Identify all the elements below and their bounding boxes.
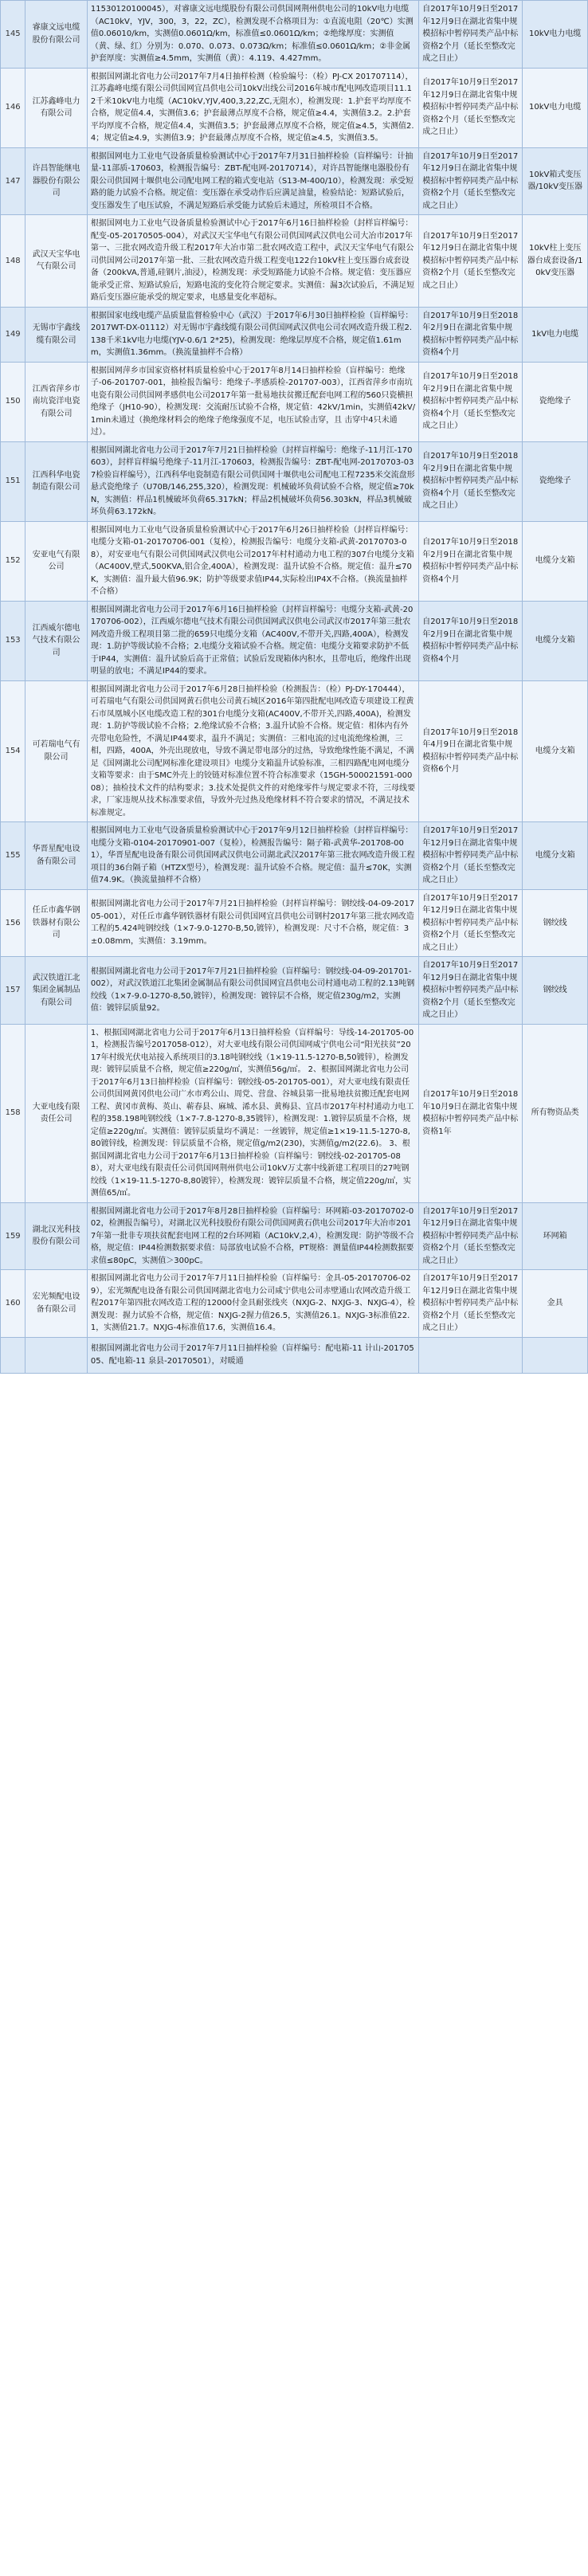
row-number-cell: 154 bbox=[1, 680, 25, 822]
suspension-period-cell: 自2017年10月9日至2017年12月9日在湖北省集中规模招标中暂停同类产品中标资格2个月（延长至整改完成之日止） bbox=[419, 1, 523, 69]
row-number-cell: 157 bbox=[1, 957, 25, 1025]
suspension-period-cell: 自2017年10月9日至2017年12月9日在湖北省集中规模招标中暂停同类产品中标资格2个月（延长至整改完成之日止） bbox=[419, 215, 523, 308]
suspension-period-cell: 自2017年10月9日至2017年12月9日在湖北省集中规模招标中暂停同类产品中标资格2个月（延长至整改完成之日止） bbox=[419, 822, 523, 890]
row-number-cell: 150 bbox=[1, 362, 25, 441]
suspension-period-cell: 自2017年10月9日至2018年2月9日在湖北省集中规模招标中暂停同类产品中标资格4个月（延长至整改完成之日止） bbox=[419, 362, 523, 441]
details-cell: 根据国网湖北省电力公司于2017年7月21日抽样检验（封样盲样编号：绝缘子-11月江-170603），封样盲样编号绝缘子-11月江-170603，检测报告编号：ZBT-配电网-20170703-037检验盲样编号），江西科华电瓷制造有限公司供国网十堰供电公司配电工程7235米交流盘形悬式瓷绝缘子（U70B/146,255,320），检测发现：机械破坏负荷试验不合格，规定值≥70kN，实测值：样品1机械破坏负荷65.317kN；样品2机械破坏负荷56.303kN，样品3机械破坏负荷63.172kN。 bbox=[87, 441, 418, 521]
table-row bbox=[1, 1, 588, 69]
row-number-cell: 147 bbox=[1, 147, 25, 215]
table-row bbox=[1, 1337, 588, 1373]
product-category-cell: 电缆分支箱 bbox=[523, 521, 588, 601]
table-row bbox=[1, 822, 588, 890]
product-category-cell: 环网箱 bbox=[523, 1202, 588, 1270]
company-cell: 华晋星配电设备有限公司 bbox=[25, 822, 88, 890]
product-category-cell: 所有物资品类 bbox=[523, 1024, 588, 1202]
table-row bbox=[1, 68, 588, 147]
company-cell: 宏光频配电设备有限公司 bbox=[25, 1270, 88, 1338]
company-cell: 无锡市宇鑫线缆有限公司 bbox=[25, 307, 88, 362]
row-number-cell: 159 bbox=[1, 1202, 25, 1270]
row-number-cell: 149 bbox=[1, 307, 25, 362]
details-cell: 根据国网湖北省电力公司于2017年6月16日抽样检验（封样盲样编号：电缆分支箱-武黄-20170706-002），江西威尔德电气技术有限公司供国网武汉供电公司武汉市2017年第三批农网改造升级工程项目第二批的659只电缆分支箱（AC400V,不带开关,四路,400A），检测发现：1.防护等级试验不合格；2.电缆分支箱试验不合格。规定值：电缆分支箱要求防护不低于IP44，实测值：温升试验后高于正常值；试验后发现箱体内积水，且带电后，绝缘件出现明显的放电；不满足IP44的要求。 bbox=[87, 601, 418, 680]
details-cell: 根据国网萍乡市国家资格材料质量检验中心于2017年8月14日抽样检验（盲样编号：绝缘子-06-201707-001，抽检报告编号：绝缘子-孝感质检-201707-003），江西省萍乡市南坑电瓷有限公司供国网孝感供电公司2017年第一批易地扶贫搬迁配套电网工程的560只瓷横担绝缘子（JH10-90），检测发现：交流耐压试验不合格，规定值：42kV/1min，实测值42kV/1min未通过（换绝缘材料会的绝缘子绝缘强度不足，电压试验击穿，且 击穿中4只未通过）。 bbox=[87, 362, 418, 441]
details-cell: 根据国网电力工业电气设备质量检验测试中心于2017年7月31日抽样检验（盲样编号：计抽量-11部质-170603，检测报告编号：ZBT-配电网-20170714），对许昌智能继电器股份有限公司供国网十堰供电公司配电网工程的箱式变电站（S13-M-400/10），检测发现：承受短路的能力试验不合格。规定值：变压器在承受动作后应满足油量，检验结论：短路试验后，变压器发生了电压试验，不满足短路后承受能力试验后未通过，所检项目不合格。 bbox=[87, 147, 418, 215]
company-cell: 江西威尔德电气技术有限公司 bbox=[25, 601, 88, 680]
table-row bbox=[1, 215, 588, 308]
suspension-period-cell: 自2017年10月9日至2018年10月9日在湖北省集中规模招标中暂停同类产品中标资格1年 bbox=[419, 1024, 523, 1202]
table-row bbox=[1, 889, 588, 957]
details-cell: 根据国网湖北省电力公司于2017年6月28日抽样检验（检测报告：（检）PJ-DY-170444），可若瑞电气有限公司供国网黄石供电公司黄石城区2016年第四批配电网改造专项建设工程黄石市凤凰城小区电缆改造工程的301台电缆分支箱(AC400V,不带开关,四路,400A)，检测发现：1.防护等级试验不合格；2.绝缘试验不合格；3.温升试验不合格。规定值：相体内有外壳带电危险性，不满足IP44要求，温升不满足；实测值：三相电流的过电流绝缘检测，三相，四路，400A，外壳出现放电，导致不满足带电部分的过热，导致绝缘性能不满足，不满足《国网湖北公司配网标准化建设项目》电缆分支箱温升试验标准，三相四路配电网电缆分支箱等要求：由于SMC外壳上的铰链对标准位置不符合标准要求（15GH-500021591-00008）；抽检技术文件的结构要求；3.技术处提供文件的对绝缘零件与规定要求不符，三母线要求，厂家违规从技术标准要求值，导致外壳过热及绝缘材料不符合要求的情况，不满足技术标准规定。 bbox=[87, 680, 418, 822]
details-cell: 根据国网电力工业电气设备质量检验测试中心于2017年6月26日抽样检验（封样盲样编号：电缆分支箱-01-20170706-001（复检），检测报告编号：电缆分支箱-武黄-20170703-08），对安亚电气有限公司供国网武汉供电公司2017年村村通动力电工程的307台电缆分支箱（AC400V,壁式,500KVA,铝合金,400A），检测发现：温升试验不合格。规定值：温升≤70K，实测值：温升最大值96.9K；防护等级要求值IP44,实际检出IP4X不合格。（换流量抽样不合格） bbox=[87, 521, 418, 601]
company-cell: 安亚电气有限公司 bbox=[25, 521, 88, 601]
product-category-cell: 钢绞线 bbox=[523, 889, 588, 957]
table-row bbox=[1, 1270, 588, 1338]
suspension-period-cell: 自2017年10月9日至2017年12月9日在湖北省集中规模招标中暂停同类产品中标资格2个月（延长至整改完成之日止） bbox=[419, 889, 523, 957]
product-category-cell: 10kV箱式变压器/10kV变压器 bbox=[523, 147, 588, 215]
suspension-period-cell: 自2017年10月9日至2018年2月9日在湖北省集中规模招标中暂停同类产品中标资格4个月（延长至整改完成之日止） bbox=[419, 441, 523, 521]
suspension-period-cell: 自2017年10月9日至2018年2月9日在湖北省集中规模招标中暂停同类产品中标资格4个月 bbox=[419, 307, 523, 362]
details-cell: 11530120100045），对睿康文远电缆股份有限公司供国网荆州供电公司的10kV电力电缆（AC10kV，YJV，300，3，22，ZC），检测发现不合格项目为：①直流电阻（20℃）实测值0.06010/km，实测值0.0601Ω/km，标准值≤0.0601Ω/km；②绝缘厚度：实测值（黄、绿、红）分别为：0.070、0.073、0.073Ω/km；标准值≤0.0601Ω/km；②非金属护套厚度：实测值≥4.5mm，实测值（黄）：4.119、4.427mm。 bbox=[87, 1, 418, 69]
row-number-cell: 151 bbox=[1, 441, 25, 521]
details-cell: 根据国网湖北省电力公司于2017年8月28日抽样检验（盲样编号：环网箱-03-20170702-002，检测报告编号），对湖北汉光科技股份有限公司供国网黄石供电公司2017年大冶市2017年第一批非专项扶贫配套电网工程的2台环网箱（AC10kV,2,4），检测发现：防护等级不合格，规定值：IP44检测数据要求值：局部放电试验不合格，PT规格：测量值IP44检测数据要求值≤80pC，实测值＞300pC。 bbox=[87, 1202, 418, 1270]
table-row bbox=[1, 1202, 588, 1270]
table-row bbox=[1, 147, 588, 215]
row-number-cell: 156 bbox=[1, 889, 25, 957]
product-category-cell: 电缆分支箱 bbox=[523, 680, 588, 822]
table-row bbox=[1, 307, 588, 362]
company-cell bbox=[25, 1337, 88, 1373]
suspension-period-cell: 自2017年10月9日至2017年12月9日在湖北省集中规模招标中暂停同类产品中标资格2个月（延长至整改完成之日止） bbox=[419, 68, 523, 147]
suspension-period-cell: 自2017年10月9日至2017年12月9日在湖北省集中规模招标中暂停同类产品中标资格2个月（延长至整改完成之日止） bbox=[419, 147, 523, 215]
table-row bbox=[1, 362, 588, 441]
suspension-period-cell: 自2017年10月9日至2018年4月9日在湖北省集中规模招标中暂停同类产品中标资格6个月 bbox=[419, 680, 523, 822]
table-row bbox=[1, 441, 588, 521]
suspension-period-cell: 自2017年10月9日至2017年12月9日在湖北省集中规模招标中暂停同类产品中标资格2个月（延长至整改完成之日止） bbox=[419, 957, 523, 1025]
row-number-cell: 158 bbox=[1, 1024, 25, 1202]
row-number-cell bbox=[1, 1337, 25, 1373]
details-cell: 根据国网湖北省电力公司于2017年7月11日抽样检验（盲样编号：配电箱-11 计山-20170505、配电箱-11 泉县-20170501），对暖通 bbox=[87, 1337, 418, 1373]
product-category-cell: 钢绞线 bbox=[523, 957, 588, 1025]
details-cell: 根据国网电力工业电气设备质量检验测试中心于2017年6月16日抽样检验（封样盲样编号：配变-05-20170505-004），对武汉天宝华电气有限公司供国网武汉供电公司大冶市2017年第一、三批农网改造升级工程2017年大冶市第二批农网改造工程中，武汉天宝华电气有限公司供国网公司2017年第一批、三批农网改造升级工程变电122台10kV柱上变压器台成套设备（200kVA,普通,硅钢片,油浸），检测发现：承受短路能力试验不合格。规定值：变压器应能承受正常、短路试验后，短路电流的变化符合规定要求。实测值：漏3次试验后，不满足短路后变压器应能承受的规定要求，电感量变化率超标。 bbox=[87, 215, 418, 308]
company-cell: 湖北汉光科技股份有限公司 bbox=[25, 1202, 88, 1270]
row-number-cell: 148 bbox=[1, 215, 25, 308]
table-row bbox=[1, 1024, 588, 1202]
product-category-cell: 1kV电力电缆 bbox=[523, 307, 588, 362]
suspension-period-cell: 自2017年10月9日至2018年2月9日在湖北省集中规模招标中暂停同类产品中标资格4个月 bbox=[419, 521, 523, 601]
row-number-cell: 153 bbox=[1, 601, 25, 680]
suspension-period-cell: 自2017年10月9日至2018年2月9日在湖北省集中规模招标中暂停同类产品中标资格4个月 bbox=[419, 601, 523, 680]
details-cell: 根据国网湖北省电力公司于2017年7月11日抽样检验（盲样编号：金具-05-20170706-029），宏光频配电设备有限公司供国网湖北省电力公司咸宁供电公司赤壁通山农网改造升级工程2017年第四批农网改造工程的12000付金具耐张线夹（NXJG-2、NXJG-3、NXJG-4），检测发现：握力试验不合格，规定值：NXJG-2握力值26.5，实测值26.1。NXJG-3标准值22.1，实测值21.7。NXJG-4标准值17.6，实测值16.4。 bbox=[87, 1270, 418, 1338]
row-number-cell: 145 bbox=[1, 1, 25, 69]
details-cell: 根据国网湖北省电力公司于2017年7月21日抽样检验（封样盲样编号：钢绞线-04-09-201705-001），对任丘市鑫华钢铁器材有限公司供国网宜昌供电公司钢村2017年第三批农网改造工程的5.424吨钢绞线（1×7-9.0-1270-B,50,镀锌），检测发现：尺寸不合格，规定值：3±0.08mm，实测值：3.19mm。 bbox=[87, 889, 418, 957]
company-cell: 江西省萍乡市南坑瓷洋电瓷有限公司 bbox=[25, 362, 88, 441]
product-category-cell: 瓷绝缘子 bbox=[523, 362, 588, 441]
table-row bbox=[1, 521, 588, 601]
company-cell: 武汉铁道江北集团金属制品有限公司 bbox=[25, 957, 88, 1025]
row-number-cell: 152 bbox=[1, 521, 25, 601]
company-cell: 江苏鑫峰电力有限公司 bbox=[25, 68, 88, 147]
details-cell: 根据国家电线电缆产品质量监督检验中心（武汉）于2017年6月30日抽样检验（盲样编号：2017WT-DX-01112）对无锡市宇鑫线缆有限公司供国网武汉供电公司农网改造升级工程2.138千米1kV电力电缆(YJV-0.6/1 2*25)，检测发现：绝缘层厚度不合格，规定值1.61mm，实测值1.36mm。（换流量抽样不合格） bbox=[87, 307, 418, 362]
suspension-period-cell: 自2017年10月9日至2017年12月9日在湖北省集中规模招标中暂停同类产品中标资格2个月（延长至整改完成之日止） bbox=[419, 1270, 523, 1338]
table-body bbox=[1, 1, 588, 1374]
details-cell: 根据国网湖北省电力公司2017年7月4日抽样检测（检验编号：（检）PJ-CX 201707114），江苏鑫峰电缆有限公司供国网宜昌供电公司10kV出线公司2016年城市配电网改造项目11.12千米10kV电力电缆（AC10kV,YJV,400,3,22,ZC,无阻水），检测发现：1.护套平均厚度不合格，规定值4.4，实测值3.6；护套最薄点厚度不合格，规定值≥4.4，实测值3.2。2.护套平均厚度不合格，规定值4.4，实测值3.5；护套最薄点厚度不合格，规定值≥4.5，实测值2.4；规定值≥4.9，实测值3.9；护套最薄点厚度不合格，规定值≥4.5，实测值3.5。 bbox=[87, 68, 418, 147]
company-cell: 江西科华电瓷制造有限公司 bbox=[25, 441, 88, 521]
table-row bbox=[1, 957, 588, 1025]
row-number-cell: 155 bbox=[1, 822, 25, 890]
details-cell: 根据国网电力工业电气设备质量检验测试中心于2017年9月12日抽样检验（封样盲样编号：电缆分支箱-0104-20170901-007（复检），检测报告编号：隔子箱-武黄华-201708-001），华晋星配电设备有限公司供国网武汉供电公司湖北武汉2017年第三批农网改造升级工程项目的36台隔子箱（HTZX型号），检测发现：温升试验不合格。规定值：温升≤70K，实测值74.9K。（换流量抽样不合格） bbox=[87, 822, 418, 890]
company-cell: 任丘市鑫华钢铁器材有限公司 bbox=[25, 889, 88, 957]
suspension-period-cell: 自2017年10月9日至2017年12月9日在湖北省集中规模招标中暂停同类产品中标资格2个月（延长至整改完成之日止） bbox=[419, 1202, 523, 1270]
product-category-cell: 瓷绝缘子 bbox=[523, 441, 588, 521]
product-category-cell: 10kV电力电缆 bbox=[523, 68, 588, 147]
row-number-cell: 146 bbox=[1, 68, 25, 147]
product-category-cell: 电缆分支箱 bbox=[523, 822, 588, 890]
suspension-period-cell bbox=[419, 1337, 523, 1373]
product-category-cell bbox=[523, 1337, 588, 1373]
product-category-cell: 电缆分支箱 bbox=[523, 601, 588, 680]
product-category-cell: 金具 bbox=[523, 1270, 588, 1338]
company-cell: 睿康文远电缆股份有限公司 bbox=[25, 1, 88, 69]
company-cell: 大亚电线有限责任公司 bbox=[25, 1024, 88, 1202]
row-number-cell: 160 bbox=[1, 1270, 25, 1338]
product-category-cell: 10kV电力电缆 bbox=[523, 1, 588, 69]
company-cell: 可若瑞电气有限公司 bbox=[25, 680, 88, 822]
company-cell: 许昌智能继电器股份有限公司 bbox=[25, 147, 88, 215]
product-category-cell: 10kV柱上变压器台成套设备/10kV变压器 bbox=[523, 215, 588, 308]
table-row bbox=[1, 601, 588, 680]
company-cell: 武汉天宝华电气有限公司 bbox=[25, 215, 88, 308]
details-cell: 根据国网湖北省电力公司于2017年7月21日抽样检验（盲样编号：钢绞线-04-09-201701-002），对武汉铁道江北集团金属制品有限公司供国网宜昌供电公司村通电动工程的2.13吨钢绞线（1×7-9.0-1270-8,50,镀锌），检测发现：镀锌层不合格，规定值230g/m2，实测值：镀锌层质量92。 bbox=[87, 957, 418, 1025]
details-cell: 1、根据国网湖北省电力公司于2017年6月13日抽样检验（盲样编号：导线-14-201705-001，检测报告编号2017058-012），对大亚电线有限公司供国网咸宁供电公司“阳光扶贫”2017年村级光伏电站接入系统项目的3.18吨钢绞线（1×19-11.5-1270-B,50镀锌），检测发现：镀锌层质量不合格，规定值≥220g/㎡，实测值56g/㎡。 2、根据国网湖北省电力公司于2017年6月13日抽样检验（盲样编号：钢绞线-05-201705-001），对大亚电线有限责任公司供国网黄冈供电公司广水市鸡公山、周党、营盘、谷城县第一批易地扶贫搬迁配套电网工程、黄冈市黄梅、英山、蕲春县、麻城、浠水县、黄梅县、宜昌市2017年村村通动力电工程的358.198吨钢绞线（1×7-7.8-1270-8,35镀锌），检测发现：1.镀锌层质量不合格，规定值≥220g/㎡。实测值：镀锌层质量均不满足：一丝镀锌，规定值≥1×19-11.5-1270-8,80镀锌线，检测发现：锌层质量不合格，规定值g/m2(230)，实测值g/m2(22.6)。 3、根据国网湖北省电力公司于2017年6月13日抽样检验（盲样编号：钢绞线-02-201705-088），对大亚电线有限责任公司供国网荆州供电公司10kV万丈寨中线新建工程项目的27吨钢绞线（1×19-11.5-1270-8,80镀锌），检测发现：镀锌层质量不合格，规定值220g/㎡，实测值65/㎡。 bbox=[87, 1024, 418, 1202]
table-row bbox=[1, 680, 588, 822]
